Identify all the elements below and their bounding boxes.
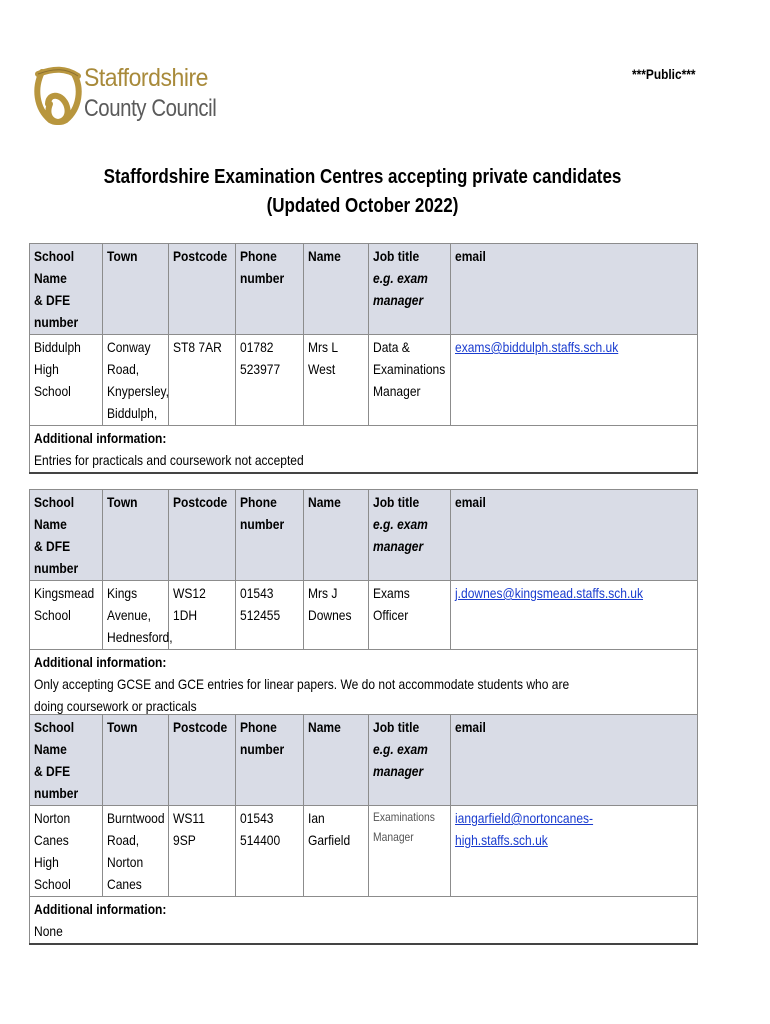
additional-info-label: Additional information: [34,654,167,670]
additional-info-text: Only accepting GCSE and GCE entries for linear papers. We do not accommodate students who are doing coursework or practicals [34,676,570,714]
school-cell: Kingsmead School [30,581,103,650]
school-cell: Norton Canes High School [30,806,103,897]
logo-text-line1: Staffordshire [84,64,209,92]
contact-name-cell: Mrs L West [304,335,369,426]
job-title-cell: Examinations Manager [369,806,451,897]
email-cell [451,335,698,426]
col-email: email [451,715,698,806]
col-postcode: Postcode [169,244,236,335]
col-email: email [451,490,698,581]
additional-info-cell [30,426,698,474]
phone-cell: 01782 523977 [236,335,304,426]
title-line-2: (Updated October 2022) [266,195,459,217]
col-phone: Phone number [236,490,304,581]
additional-info-text: Entries for practicals and coursework not accepted [34,452,304,468]
additional-info-cell [30,897,698,945]
additional-info-row [30,897,698,945]
town-cell: Kings Avenue, Hednesford, [103,581,169,650]
contact-name-cell: Mrs J Downes [304,581,369,650]
col-postcode: Postcode [169,490,236,581]
page-title [0,163,725,221]
phone-cell: 01543 514400 [236,806,304,897]
col-town: Town [103,244,169,335]
postcode-cell: WS11 9SP [169,806,236,897]
centre-table-kingsmead [29,489,698,720]
additional-info-cell [30,650,698,720]
col-name: Name [304,490,369,581]
contact-name-cell: Ian Garfield [304,806,369,897]
email-link[interactable]: j.downes@kingsmead.staffs.sch.uk [455,585,644,601]
col-name: Name [304,715,369,806]
col-email: email [451,244,698,335]
table-row [30,581,698,650]
col-school: School Name & DFE number [30,244,103,335]
col-job-title: Job title e.g. exam manager [369,715,451,806]
col-school: School Name & DFE number [30,715,103,806]
table-row [30,335,698,426]
additional-info-text: None [34,923,63,939]
header-row [30,244,698,335]
col-job-title: Job title e.g. exam manager [369,244,451,335]
job-title-cell: Exams Officer [369,581,451,650]
centre-table-norton-canes [29,714,698,945]
col-phone: Phone number [236,715,304,806]
table-row [30,806,698,897]
email-cell [451,806,698,897]
council-logo [32,62,217,132]
additional-info-label: Additional information: [34,901,167,917]
col-postcode: Postcode [169,715,236,806]
additional-info-label: Additional information: [34,430,167,446]
classification-label: ***Public*** [632,66,696,82]
header-row [30,715,698,806]
job-title-cell: Data & Examinations Manager [369,335,451,426]
stafford-knot-icon [32,64,84,128]
phone-cell: 01543 512455 [236,581,304,650]
town-cell: Conway Road, Knypersley, Biddulph, [103,335,169,426]
additional-info-row [30,426,698,474]
col-name: Name [304,244,369,335]
col-school: School Name & DFE number [30,490,103,581]
col-town: Town [103,715,169,806]
email-link[interactable]: iangarfield@nortoncanes-high.staffs.sch.uk [455,810,594,848]
school-cell: Biddulph High School [30,335,103,426]
col-phone: Phone number [236,244,304,335]
postcode-cell: WS12 1DH [169,581,236,650]
logo-text-line2: County Council [84,95,217,122]
col-town: Town [103,490,169,581]
col-job-title: Job title e.g. exam manager [369,490,451,581]
email-link[interactable]: exams@biddulph.staffs.sch.uk [455,339,619,355]
email-cell [451,581,698,650]
postcode-cell: ST8 7AR [169,335,236,426]
centre-table-biddulph [29,243,698,474]
additional-info-row [30,650,698,720]
header-row [30,490,698,581]
town-cell: Burntwood Road, Norton Canes [103,806,169,897]
title-line-1: Staffordshire Examination Centres accepting private candidates [103,166,622,188]
